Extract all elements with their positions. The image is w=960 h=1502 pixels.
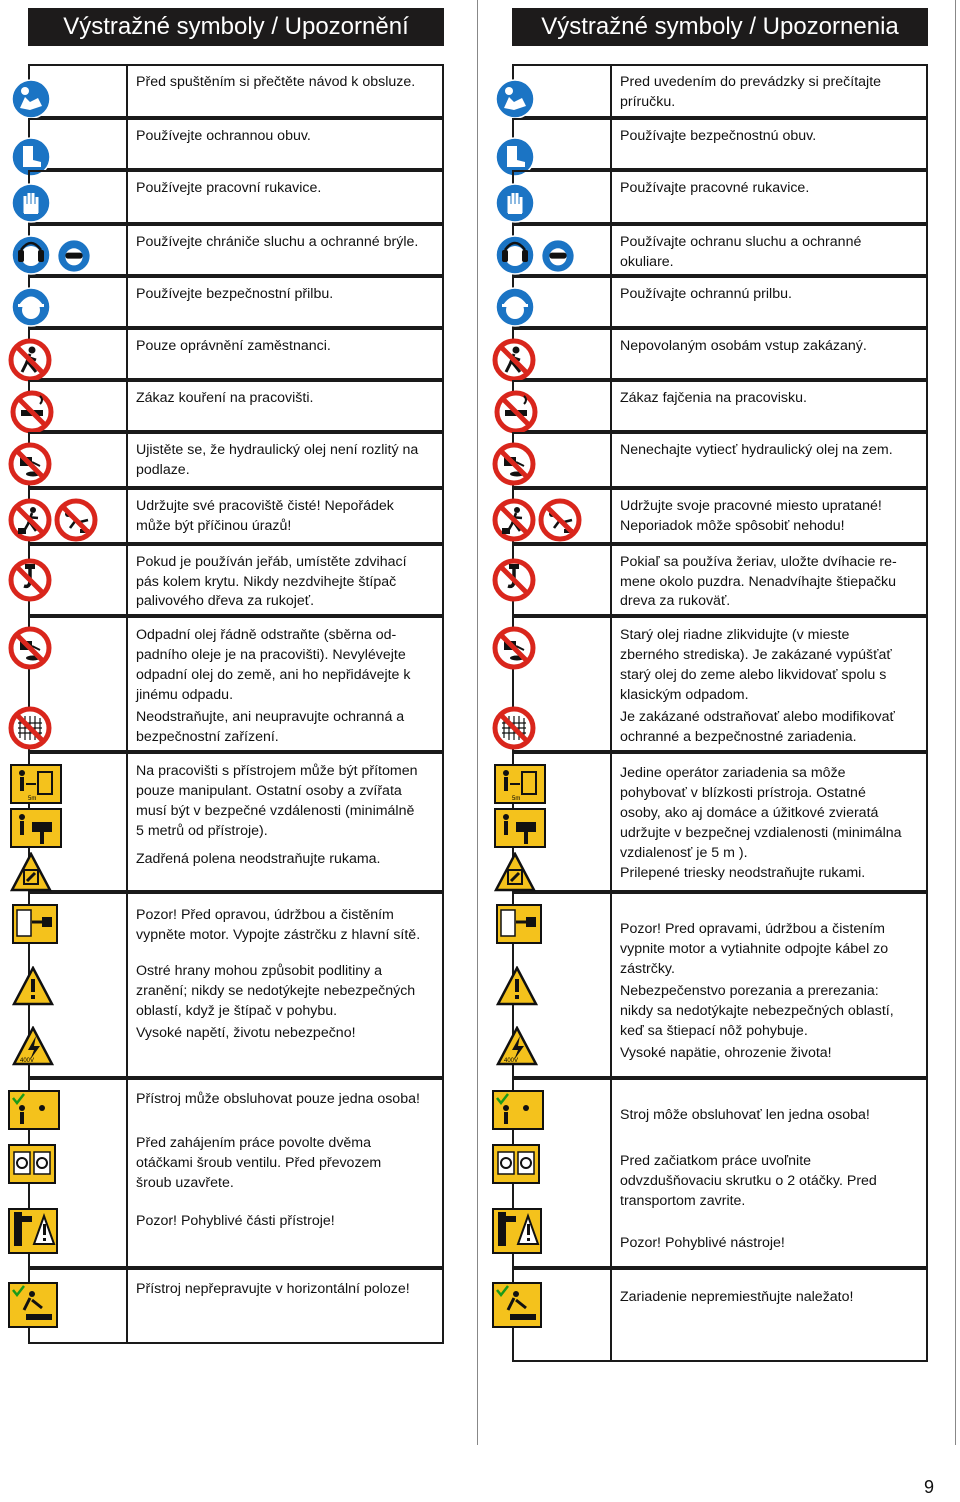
notice-text: Pozor! Pred opravami, údržbou a čistením	[620, 921, 885, 937]
jammed-log-icon	[10, 852, 52, 892]
notice-text: Nepovolaným osobám vstup zakázaný.	[620, 338, 867, 354]
svg-text:400V: 400V	[504, 1058, 519, 1064]
no-entry-person-icon	[492, 338, 536, 382]
no-tripping-icon	[54, 498, 98, 542]
notice-text: Používajte pracovné rukavice.	[620, 180, 810, 196]
distance-warning-icon	[494, 764, 546, 804]
notice-text: vypněte motor. Vypojte zástrčku z hlavní sítě.	[136, 927, 421, 943]
notice-text: Ostré hrany mohou způsobit podlitiny a	[136, 963, 383, 979]
no-remove-guard-icon	[492, 706, 536, 750]
text-cell	[126, 544, 444, 616]
notice-text: Používejte chrániče sluchu a ochranné brýle.	[136, 234, 419, 250]
notice-text: Přístroj nepřepravujte v horizontální poloze!	[136, 1281, 410, 1297]
text-cell	[126, 1268, 444, 1344]
notice-text: Je zakázané odstraňovať alebo modifikovať	[620, 709, 895, 725]
notice-text: Neporiadok môže spôsobiť nehodu!	[620, 517, 845, 534]
column-divider	[477, 0, 478, 1445]
notice-text: Používajte ochranu sluchu a ochranné	[620, 234, 862, 250]
notice-text: pouze manipulant. Ostatní osoby a zvířata	[136, 783, 402, 799]
notice-text: Stroj môže obsluhovať len jedna osoba!	[620, 1107, 870, 1123]
text-cell	[126, 1078, 444, 1268]
text-cell	[610, 276, 928, 328]
text-cell	[610, 1268, 928, 1362]
notice-text: okuliare.	[620, 253, 674, 270]
text-cell	[126, 752, 444, 892]
notice-text: Na pracovišti s přístrojem může být přítomen	[136, 763, 418, 779]
ear-protection-icon	[494, 234, 536, 276]
notice-text: Přístroj může obsluhovat pouze jedna osoba!	[136, 1091, 420, 1107]
cut-hazard-icon	[12, 966, 54, 1006]
vent-screw-icon	[8, 1144, 56, 1184]
no-oil-spill-icon	[8, 442, 52, 486]
notice-text: pás kolem krytu. Nikdy nezdvihejte štípač	[136, 573, 397, 590]
notice-text: vzdialenosť je 5 m ).	[620, 845, 748, 861]
text-cell	[126, 118, 444, 170]
text-cell	[126, 488, 444, 544]
notice-text: Používajte ochrannú prilbu.	[620, 286, 792, 302]
notice-text: pohybovať v blízkosti prístroja. Ostatné	[620, 785, 866, 801]
left-title: Výstražné symboly / Upozornění	[28, 8, 444, 46]
notice-text: vypnite motor a vytiahnite odpojte kábel zo	[620, 941, 889, 957]
notice-text: Zariadenie nepremiestňujte naležato!	[620, 1289, 854, 1305]
notice-text: otáčkami šroub ventilu. Před převozem	[136, 1155, 382, 1171]
notice-text: Používejte bezpečnostní přilbu.	[136, 286, 334, 302]
notice-text: Pokiaľ sa používa žeriav, uložte dvíhacie re-	[620, 554, 897, 570]
notice-text: Používajte bezpečnostnú obuv.	[620, 128, 817, 144]
notice-text: Nebezpečenstvo porezania a prerezania:	[620, 983, 879, 999]
no-oil-spill-icon	[492, 442, 536, 486]
text-cell	[610, 224, 928, 276]
no-mess-icon	[492, 498, 536, 542]
notice-text: Vysoké napätie, ohrozenie života!	[620, 1045, 832, 1061]
text-cell	[610, 64, 928, 118]
text-cell	[126, 224, 444, 276]
helmet-icon	[10, 286, 52, 328]
notice-text: Zákaz fajčenia na pracovisku.	[620, 390, 807, 406]
goggles-icon	[540, 238, 576, 274]
notice-text: 5 metrů od přístroje).	[136, 823, 268, 839]
no-remove-guard-icon	[8, 706, 52, 750]
svg-text:5m: 5m	[512, 796, 521, 802]
no-crane-hook-icon	[8, 558, 52, 602]
notice-text: Používejte pracovní rukavice.	[136, 180, 322, 196]
notice-text: může být příčinou úrazů!	[136, 517, 292, 534]
notice-text: oblastí, když je štípač v pohybu.	[136, 1003, 338, 1019]
moving-parts-icon	[8, 1208, 58, 1254]
no-tripping-icon	[538, 498, 582, 542]
text-cell	[610, 752, 928, 892]
notice-text: Starý olej riadne zlikvidujte (v mieste	[620, 627, 850, 643]
notice-text: dreva za rukoväť.	[620, 593, 731, 610]
notice-text: klasickým odpadom.	[620, 687, 749, 703]
notice-text: Před spuštěním si přečtěte návod k obsluze.	[136, 74, 416, 90]
jammed-log-icon	[494, 852, 536, 892]
text-cell	[610, 170, 928, 224]
text-cell	[126, 328, 444, 380]
no-smoking-icon	[494, 390, 538, 434]
text-cell	[126, 170, 444, 224]
no-entry-person-icon	[8, 338, 52, 382]
notice-text: Zadřená polena neodstraňujte rukama.	[136, 851, 381, 867]
text-cell	[610, 1078, 928, 1268]
cut-hazard-icon	[496, 966, 538, 1006]
notice-text: Pozor! Pohyblivé nástroje!	[620, 1235, 785, 1251]
notice-text: bezpečnostní zařízení.	[136, 729, 279, 745]
ear-protection-icon	[10, 234, 52, 276]
notice-text: Prilepené triesky neodstraňujte rukami.	[620, 865, 866, 881]
notice-text: musí být v bezpečné vzdálenosti (minimálně	[136, 803, 415, 819]
notice-text: Neodstraňujte, ani neupravujte ochranná a	[136, 709, 405, 725]
notice-text: Jedine operátor zariadenia sa môže	[620, 765, 846, 781]
text-cell	[610, 380, 928, 432]
notice-text: podlaze.	[136, 461, 190, 478]
read-manual-icon	[494, 78, 536, 120]
text-cell	[126, 64, 444, 118]
notice-text: šroub uzavřete.	[136, 1175, 234, 1191]
notice-text: Udržujte své pracoviště čisté! Nepořádek	[136, 498, 394, 514]
notice-text: zranění; nikdy se nedotýkejte nebezpečných	[136, 983, 416, 999]
page-number: 9	[923, 1477, 934, 1497]
notice-text: Před zahájením práce povolte dvěma	[136, 1135, 372, 1151]
unplug-icon	[496, 904, 542, 944]
notice-text: Nenechajte vytiecť hydraulický olej na zem.	[620, 442, 893, 458]
notice-text: Zákaz kouření na pracovišti.	[136, 390, 314, 406]
notice-text: udržujte v bezpečnej vzdialenosti (minimálna	[620, 825, 902, 841]
notice-text: starý olej do zeme alebo likvidovať spolu s	[620, 667, 887, 683]
notice-text: zástrčky.	[620, 961, 675, 977]
right-title: Výstražné symboly / Upozornenia	[512, 8, 928, 46]
notice-text: zberného strediska). Je zakázané vypúšťať	[620, 647, 892, 663]
svg-text:5m: 5m	[28, 796, 37, 802]
no-crane-hook-icon	[492, 558, 536, 602]
notice-text: Pred začiatkom práce uvoľnite	[620, 1153, 812, 1169]
notice-text: keď sa štiepací nôž pohybuje.	[620, 1023, 808, 1039]
distance-warning-2-icon	[10, 808, 62, 848]
helmet-icon	[494, 286, 536, 328]
notice-text: odvzdušňovaciu skrutku o 2 otáčky. Pred	[620, 1173, 877, 1189]
text-cell	[126, 276, 444, 328]
no-horizontal-transport-icon	[492, 1282, 542, 1328]
notice-text: osoby, ako aj domáce a úžitkové zvieratá	[620, 805, 879, 821]
no-mess-icon	[8, 498, 52, 542]
notice-text: Pred uvedením do prevádzky si prečítajte	[620, 74, 882, 90]
read-manual-icon	[10, 78, 52, 120]
no-oil-dump-icon	[492, 626, 536, 670]
gloves-icon	[494, 182, 536, 224]
text-cell	[610, 328, 928, 380]
no-oil-dump-icon	[8, 626, 52, 670]
notice-text: transportom zavrite.	[620, 1193, 746, 1209]
text-cell	[610, 892, 928, 1078]
notice-text: nikdy sa nedotýkajte nebezpečných oblastí,	[620, 1003, 894, 1019]
single-operator-icon	[8, 1090, 60, 1130]
text-cell	[610, 488, 928, 544]
moving-parts-icon	[492, 1208, 542, 1254]
distance-warning-2-icon	[494, 808, 546, 848]
notice-text: mene okolo puzdra. Nenadvíhajte štiepačku	[620, 573, 897, 590]
gloves-icon	[10, 182, 52, 224]
distance-warning-icon	[10, 764, 62, 804]
svg-text:400V: 400V	[20, 1058, 35, 1064]
notice-text: ochranné a bezpečnostné zariadenia.	[620, 729, 857, 745]
right-margin-line	[955, 0, 956, 1445]
notice-text: Ujistěte se, že hydraulický olej není rozlitý na	[136, 442, 419, 458]
notice-text: Pouze oprávnění zaměstnanci.	[136, 338, 331, 354]
notice-text: odpadní olej do země, ani ho nepřidávejte k	[136, 667, 411, 683]
high-voltage-icon	[12, 1026, 54, 1066]
notice-text: Pozor! Před opravou, údržbou a čistěním	[136, 907, 394, 923]
text-cell	[126, 892, 444, 1078]
notice-text: Vysoké napětí, životu nebezpečno!	[136, 1025, 356, 1041]
text-cell	[610, 544, 928, 616]
notice-text: Pokud je používán jeřáb, umístěte zdvihací	[136, 554, 407, 570]
notice-text: padního oleje je na pracovišti). Nevylévejte	[136, 647, 406, 663]
text-cell	[610, 616, 928, 752]
notice-text: Odpadní olej řádně odstraňte (sběrna od-	[136, 627, 397, 643]
text-cell	[610, 118, 928, 170]
notice-text: jinému odpadu.	[136, 687, 234, 703]
high-voltage-icon	[496, 1026, 538, 1066]
notice-text: Používejte ochrannou obuv.	[136, 128, 311, 144]
no-smoking-icon	[10, 390, 54, 434]
text-cell	[126, 616, 444, 752]
single-operator-icon	[492, 1090, 544, 1130]
no-horizontal-transport-icon	[8, 1282, 58, 1328]
text-cell	[126, 380, 444, 432]
text-cell	[126, 432, 444, 488]
vent-screw-icon	[492, 1144, 540, 1184]
notice-text: príručku.	[620, 93, 676, 110]
notice-text: Pozor! Pohyblivé části přístroje!	[136, 1213, 335, 1229]
unplug-icon	[12, 904, 58, 944]
text-cell	[610, 432, 928, 488]
notice-text: palivového dřeva za rukojeť.	[136, 593, 315, 610]
notice-text: Udržujte svoje pracovné miesto upratané!	[620, 498, 882, 514]
goggles-icon	[56, 238, 92, 274]
